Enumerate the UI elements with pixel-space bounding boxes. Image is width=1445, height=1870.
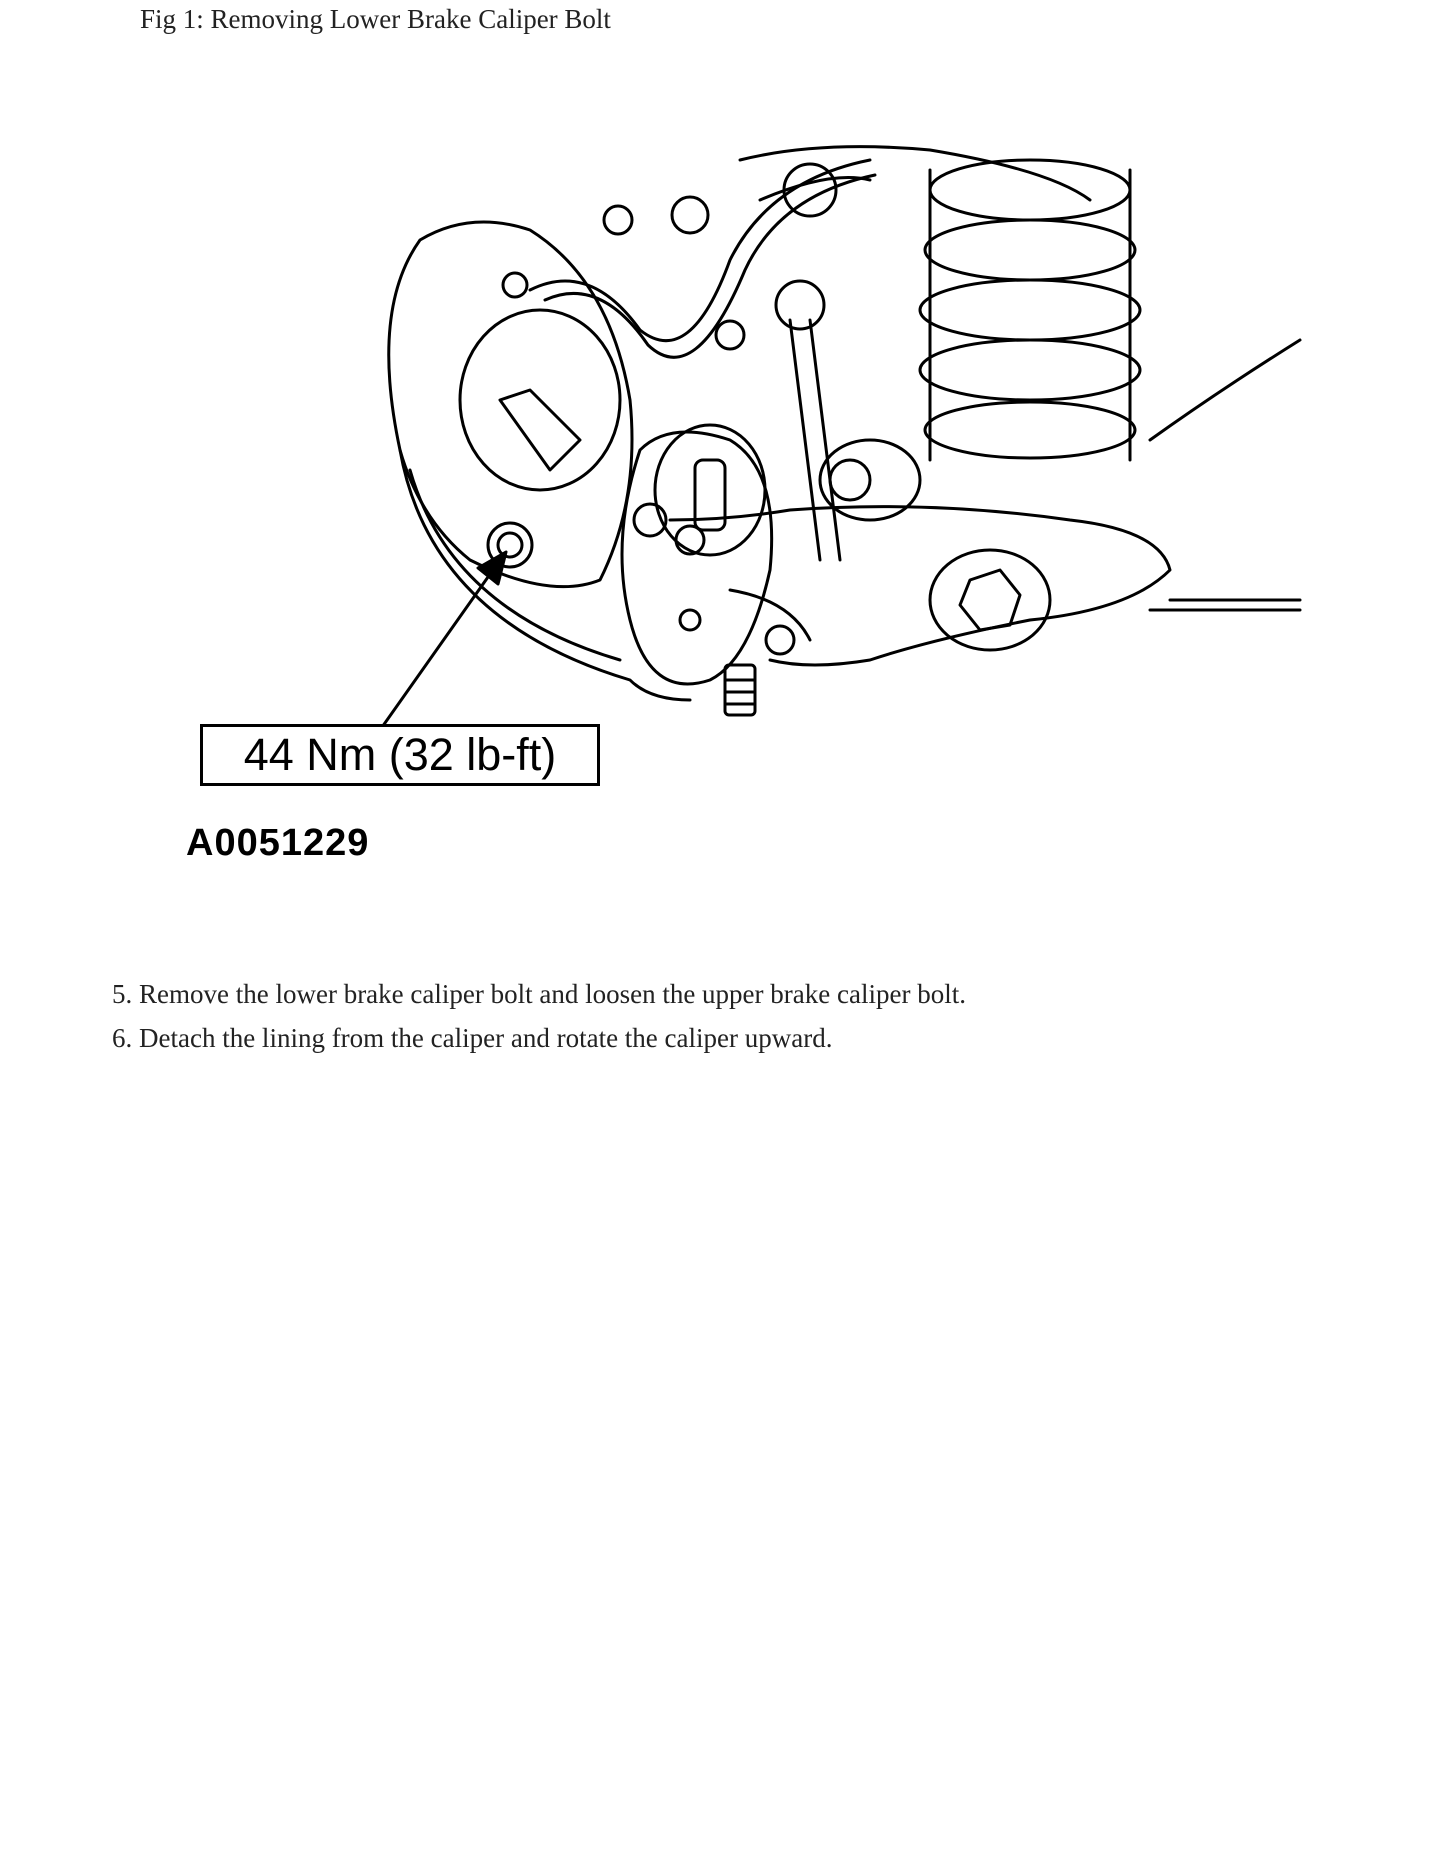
step-6: 6. Detach the lining from the caliper and rotate the caliper upward. xyxy=(112,1023,833,1053)
upper-control-arm xyxy=(740,147,1090,200)
figure-id: A0051229 xyxy=(186,822,370,864)
torque-pointer-arrow xyxy=(380,560,500,730)
brake-hose xyxy=(530,160,870,341)
procedure-steps xyxy=(112,972,966,1060)
torque-label: 44 Nm (32 lb-ft) xyxy=(200,724,600,786)
stabilizer-link xyxy=(790,320,840,560)
steering-knuckle xyxy=(622,432,772,684)
figure-caption: Fig 1: Removing Lower Brake Caliper Bolt xyxy=(140,4,611,34)
step-5: 5. Remove the lower brake caliper bolt and loosen the upper brake caliper bolt. xyxy=(112,979,966,1009)
coil-spring xyxy=(920,160,1140,460)
